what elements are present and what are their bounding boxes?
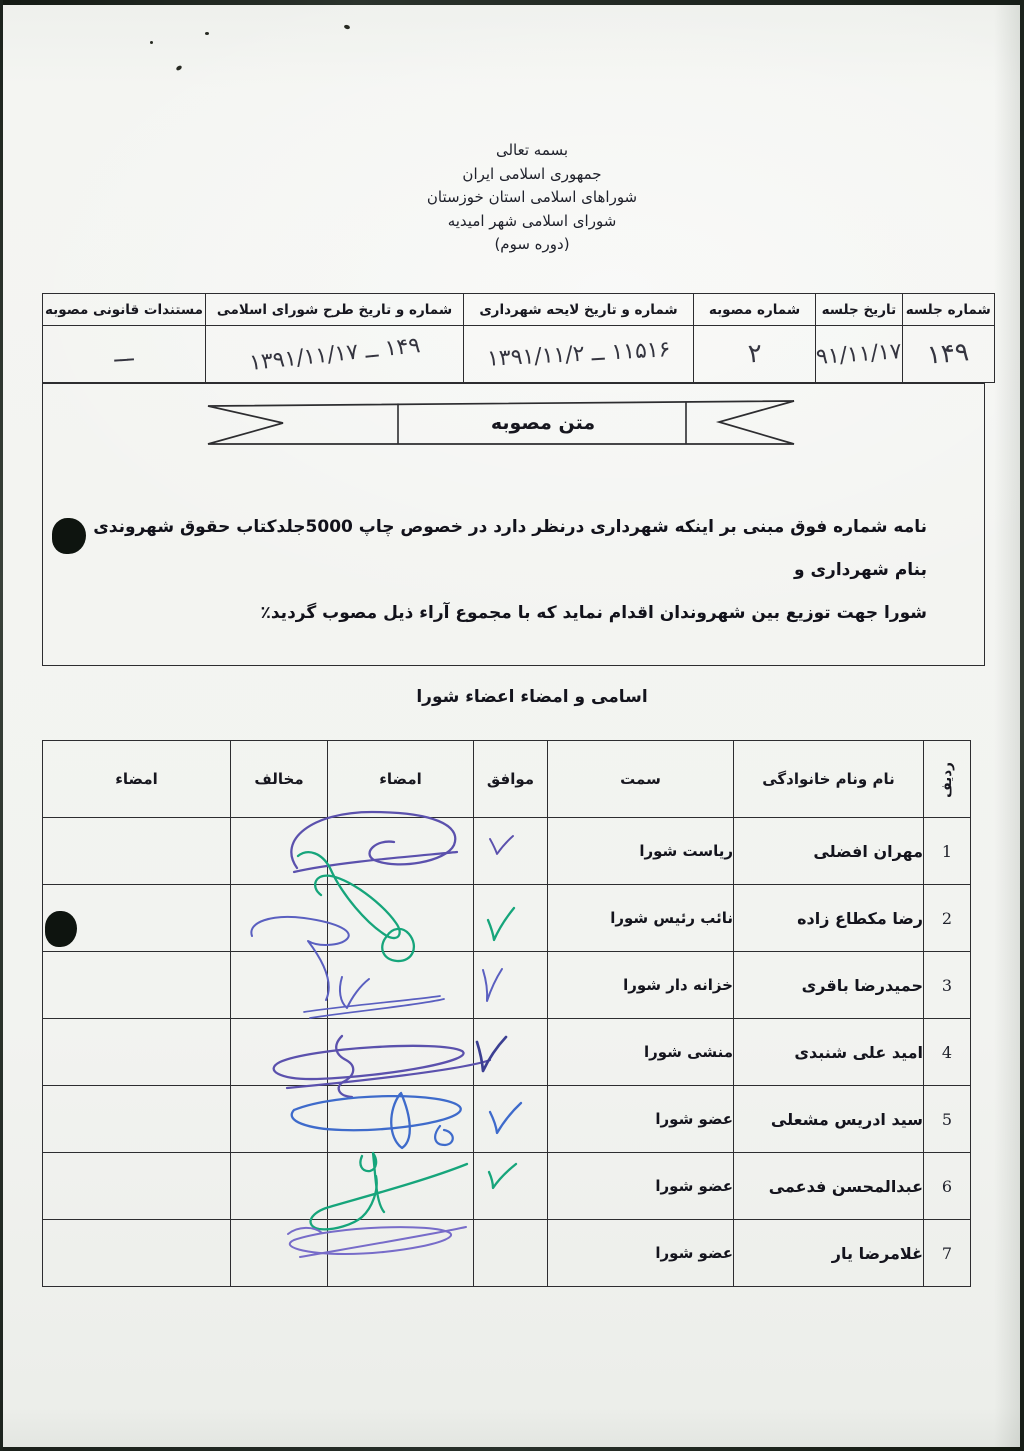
- col-signature: امضاء: [328, 741, 474, 818]
- agree-cell: [474, 1019, 548, 1086]
- col-full-name: نام ونام خانوادگی: [734, 741, 924, 818]
- member-no: 3: [924, 952, 971, 1019]
- letterhead: [292, 139, 772, 257]
- members-section-title: اسامی و امضاء اعضاء شورا: [416, 687, 648, 707]
- col-session-date: تاریخ جلسه: [816, 294, 903, 326]
- member-name: مهران افضلی: [734, 818, 924, 885]
- signature-cell: [328, 1086, 474, 1153]
- member-position: عضو شورا: [548, 1153, 734, 1220]
- agree-cell: [474, 1220, 548, 1287]
- city-council-line: شورای اسلامی شهر امیدیه: [447, 211, 617, 230]
- agree-cell: [474, 1153, 548, 1220]
- member-no: 5: [924, 1086, 971, 1153]
- session-date-value: ۹۱/۱۱/۱۷: [815, 338, 903, 370]
- legal-docs-cell: [43, 326, 206, 383]
- resolution-number-value: ۲: [746, 338, 763, 370]
- member-position: ریاست شورا: [548, 818, 734, 885]
- oppose-cell: [231, 1019, 328, 1086]
- row-number-label: ردیف: [938, 762, 955, 798]
- member-row: [43, 952, 971, 1019]
- scan-edge-right: [1020, 0, 1024, 1451]
- resolution-text: [81, 506, 927, 635]
- scan-speck: [150, 41, 153, 44]
- col-oppose: مخالف: [231, 741, 328, 818]
- session-date-cell: [816, 326, 903, 383]
- resolution-text-line-2: شورا جهت توزیع بین شهروندان اقدام نماید که با مجموع آراء ذیل مصوب گردید٪: [260, 603, 927, 623]
- members-header-row: [43, 741, 971, 818]
- signature-cell: [328, 1153, 474, 1220]
- member-position: نائب رئیس شورا: [548, 885, 734, 952]
- member-row: [43, 1086, 971, 1153]
- signature2-cell: [43, 952, 231, 1019]
- col-bill-number-date: شماره و تاریخ لایحه شهرداری: [464, 294, 694, 326]
- member-position: خزانه دار شورا: [548, 952, 734, 1019]
- plan-number-date-cell: [206, 326, 464, 383]
- resolution-body-box: [42, 383, 985, 666]
- oppose-cell: [231, 1086, 328, 1153]
- session-number-value: ۱۴۹: [926, 337, 971, 371]
- plan-number-date-value: ۱۴۹ ــ ۱۳۹۱/۱۱/۱۷: [247, 332, 422, 376]
- scan-speck: [343, 24, 350, 30]
- member-name: عبدالمحسن فدعمی: [734, 1153, 924, 1220]
- member-no: 6: [924, 1153, 971, 1220]
- agree-cell: [474, 818, 548, 885]
- scan-edge-left: [0, 0, 3, 1451]
- oppose-cell: [231, 885, 328, 952]
- member-no: 2: [924, 885, 971, 952]
- scan-speck: [205, 32, 209, 35]
- member-row: [43, 1019, 971, 1086]
- country-line: جمهوری اسلامی ایران: [462, 164, 602, 183]
- member-name: حمیدرضا باقری: [734, 952, 924, 1019]
- signature2-cell: [43, 1019, 231, 1086]
- resolution-info-table: [42, 293, 995, 383]
- oppose-cell: [231, 818, 328, 885]
- signature-cell: [328, 1019, 474, 1086]
- members-table: [42, 740, 971, 1287]
- col-row-number: [924, 741, 971, 818]
- agree-cell: [474, 885, 548, 952]
- member-position: عضو شورا: [548, 1220, 734, 1287]
- col-legal-docs: مستندات قانونی مصوبه: [43, 294, 206, 326]
- bill-number-date-value: ۱۱۵۱۶ ــ ۱۳۹۱/۱۱/۲: [486, 336, 671, 372]
- session-number-cell: [902, 326, 994, 383]
- member-row: [43, 1153, 971, 1220]
- col-session-number: شماره جلسه: [902, 294, 994, 326]
- bill-number-date-cell: [464, 326, 694, 383]
- member-row: [43, 885, 971, 952]
- member-name: غلامرضا یار: [734, 1220, 924, 1287]
- signature2-cell: [43, 1153, 231, 1220]
- signature-cell: [328, 1220, 474, 1287]
- signature2-cell: [43, 818, 231, 885]
- col-resolution-number: شماره مصوبه: [694, 294, 816, 326]
- besmeleh-line: بسمه تعالی: [495, 141, 569, 159]
- member-no: 4: [924, 1019, 971, 1086]
- signature2-cell: [43, 1220, 231, 1287]
- col-agree: موافق: [474, 741, 548, 818]
- signature-cell: [328, 952, 474, 1019]
- scan-shadow: [994, 0, 1020, 1451]
- col-position: سمت: [548, 741, 734, 818]
- member-row: [43, 818, 971, 885]
- signature-cell: [328, 885, 474, 952]
- agree-cell: [474, 952, 548, 1019]
- resolution-number-cell: [694, 326, 816, 383]
- col-plan-number-date: شماره و تاریخ طرح شورای اسلامی: [206, 294, 464, 326]
- signature-cell: [328, 818, 474, 885]
- member-position: منشی شورا: [548, 1019, 734, 1086]
- scan-speck: [175, 65, 182, 72]
- term-line: (دوره سوم): [494, 235, 570, 253]
- oppose-cell: [231, 952, 328, 1019]
- province-line: شوراهای اسلامی استان خوزستان: [426, 188, 638, 206]
- scan-edge-top: [0, 0, 1024, 5]
- scan-edge-bottom: [0, 1447, 1024, 1451]
- agree-cell: [474, 1086, 548, 1153]
- signature2-cell: [43, 1086, 231, 1153]
- oppose-cell: [231, 1220, 328, 1287]
- member-name: رضا مکطاع زاده: [734, 885, 924, 952]
- member-no: 7: [924, 1220, 971, 1287]
- col-signature-2: امضاء: [43, 741, 231, 818]
- member-position: عضو شورا: [548, 1086, 734, 1153]
- resolution-text-line-1: نامه شماره فوق مبنی بر اینکه شهرداری درنظر دارد در خصوص چاپ 5000جلدکتاب حقوق شهروندی بنام شهرداری و: [93, 517, 927, 580]
- resolution-banner-title: متن مصوبه: [490, 412, 596, 434]
- member-row: [43, 1220, 971, 1287]
- member-name: سید ادریس مشعلی: [734, 1086, 924, 1153]
- member-name: امید علی شنبدی: [734, 1019, 924, 1086]
- member-no: 1: [924, 818, 971, 885]
- oppose-cell: [231, 1153, 328, 1220]
- legal-docs-value: ـــ: [113, 340, 135, 368]
